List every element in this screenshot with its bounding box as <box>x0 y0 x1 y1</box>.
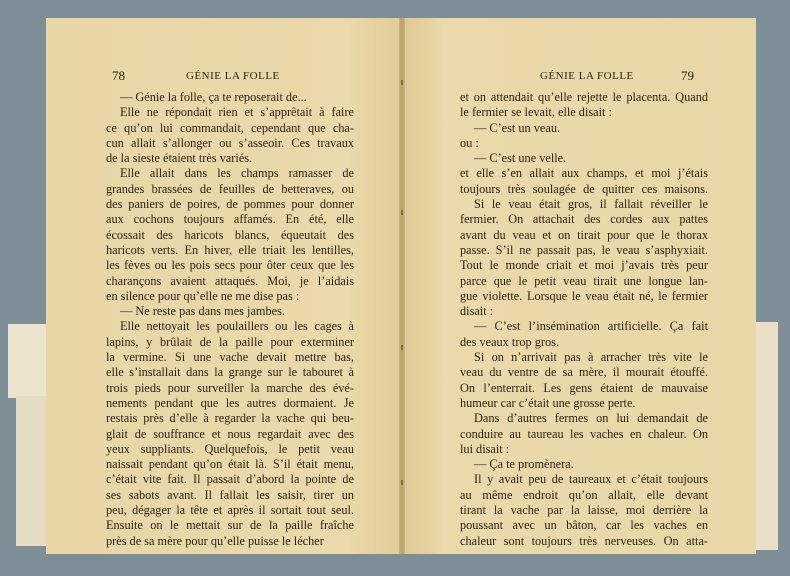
text-line: ce qu’on lui commandait, cependant que cha- <box>106 120 354 135</box>
text-line: avant du veau et on tirait pour que le thorax <box>460 227 708 242</box>
text-line: restais près d’elle à regarder la vache qui beu- <box>106 411 354 426</box>
text-line: — C’est l’insémination artificielle. Ça fait <box>474 319 708 334</box>
text-line: au même endroit qu’on allait, elle devant <box>460 487 708 502</box>
text-line: près de sa mère pour qu’elle puisse le lécher <box>106 533 324 548</box>
right-text-column <box>460 90 708 549</box>
text-line: haricots verts. En hiver, elle triait les lentilles, <box>106 242 354 257</box>
text-line: Dans d’autres fermes on lui demandait de <box>474 411 708 426</box>
inserted-paper-slip <box>16 396 50 546</box>
text-line: trois pieds pour surveiller la marche des évé- <box>106 380 354 395</box>
text-line: des paniers de poires, de pommes pour donner <box>106 197 354 212</box>
page-number-left: 78 <box>112 68 125 83</box>
binding-stitch <box>401 210 403 215</box>
text-line: naissait pendant qu’on était là. S’il était menu, <box>106 457 354 472</box>
text-line: Elle allait dans les champs ramasser de <box>120 166 354 181</box>
text-line: cun allait s’allonger ou s’asseoir. Ces travaux <box>106 135 354 150</box>
text-line: chaleur sont toujours très nerveuses. On atta- <box>460 533 708 548</box>
text-line: les fèves ou les pois secs pour ôter ceux que les <box>106 258 354 273</box>
text-line: en silence pour qu’elle ne me dise pas : <box>106 288 300 303</box>
text-line: passe. S’il ne passait pas, le veau s’asphyxiait. <box>460 242 708 257</box>
binding-stitch <box>401 480 403 485</box>
text-line: gue violette. Lorsque le veau était né, le fermier <box>460 288 708 303</box>
text-line: tirant la vache par la laisse, moi derrière la <box>460 503 708 518</box>
text-line: — C’est un veau. <box>474 120 561 135</box>
text-line: ses sabots avant. Il fallait les saisir, tirer un <box>106 487 354 502</box>
text-line: conduire au taureau les vaches en chaleur. On <box>460 426 708 441</box>
text-line: la vermine. Si une vache devait mettre bas, <box>106 350 354 365</box>
text-line: et on attendait qu’elle rejette le placenta. Quand <box>460 90 708 104</box>
text-line: nements pendant que les autres dormaient. Je <box>106 395 354 410</box>
text-line: c’était vite fait. Il passait d’abord la pointe de <box>106 472 354 487</box>
text-line: On l’enterrait. Les gens étaient de mauvaise <box>460 380 708 395</box>
text-line: de la sieste étaient très variés. <box>106 151 253 166</box>
text-line: des veaux trop gros. <box>460 334 560 349</box>
text-line: lui disait : <box>460 441 510 456</box>
text-line: et elle s’en allait aux champs, et moi j’étais <box>460 166 708 181</box>
text-line: Si le veau était gros, il fallait réveiller le <box>474 197 708 212</box>
text-line: — Génie la folle, ça te reposerait de... <box>120 90 307 104</box>
text-line: Ensuite on le mettait sur de la paille fraîche <box>106 518 354 533</box>
inserted-paper-slip <box>8 324 48 398</box>
text-line: poussant avec un bâton, car les vaches en <box>460 518 708 533</box>
text-line: veau du ventre de sa mère, il mourait étouffé. <box>460 365 708 380</box>
text-line: Tout le monde criait et moi j’avais très peur <box>460 258 708 273</box>
text-line: grandes brassées de feuilles de betteraves, ou <box>106 181 354 196</box>
text-line: Si on n’arrivait pas à arracher très vite le <box>474 350 708 365</box>
book-gutter <box>399 18 405 554</box>
text-line: aux cochons toujours affamés. En été, elle <box>106 212 354 227</box>
binding-stitch <box>401 345 403 350</box>
text-line: yeux suppliants. Quelquefois, le petit veau <box>106 441 354 456</box>
text-line: Elle ne répondait rien et s’apprêtait à faire <box>120 105 354 120</box>
running-head-right: GÉNIE LA FOLLE <box>540 70 634 82</box>
text-line: Il y avait peu de taureaux et c’était toujours <box>474 472 708 487</box>
text-line: écossait des haricots blancs, équeutait des <box>106 227 354 242</box>
text-line: peu, dégager la tête et après il sortait tout seul. <box>106 503 354 518</box>
running-head-left: GÉNIE LA FOLLE <box>186 70 280 82</box>
text-line: — C’est une velle. <box>474 151 567 166</box>
text-line: elle s’installait dans la grange sur le tabouret à <box>106 365 354 380</box>
text-line: fermier. On attachait des cordes aux pattes <box>460 212 708 227</box>
text-line: disait : <box>460 304 494 319</box>
text-line: lapins, y brûlait de la paille pour exterminer <box>106 334 354 349</box>
text-line: Elle nettoyait les poulaillers ou les cages à <box>120 319 354 334</box>
text-line: — Ça te promènera. <box>474 457 574 472</box>
text-line: glait de souffrance et nous regardait avec des <box>106 426 354 441</box>
text-line: le fermier se levait, elle disait : <box>460 105 612 120</box>
text-line: humeur car c’était une grosse perte. <box>460 395 636 410</box>
left-text-column <box>106 90 354 549</box>
text-line: ou : <box>460 135 479 150</box>
binding-stitch <box>401 80 403 85</box>
text-line: toujours très soulagée de quitter ces maisons. <box>460 181 708 196</box>
page-number-right: 79 <box>681 68 694 83</box>
text-line: charançons avaient attaqués. Moi, je l’aidais <box>106 273 354 288</box>
text-line: — Ne reste pas dans mes jambes. <box>120 304 285 319</box>
text-line: parce que le petit veau tirait une longue lan- <box>460 273 708 288</box>
